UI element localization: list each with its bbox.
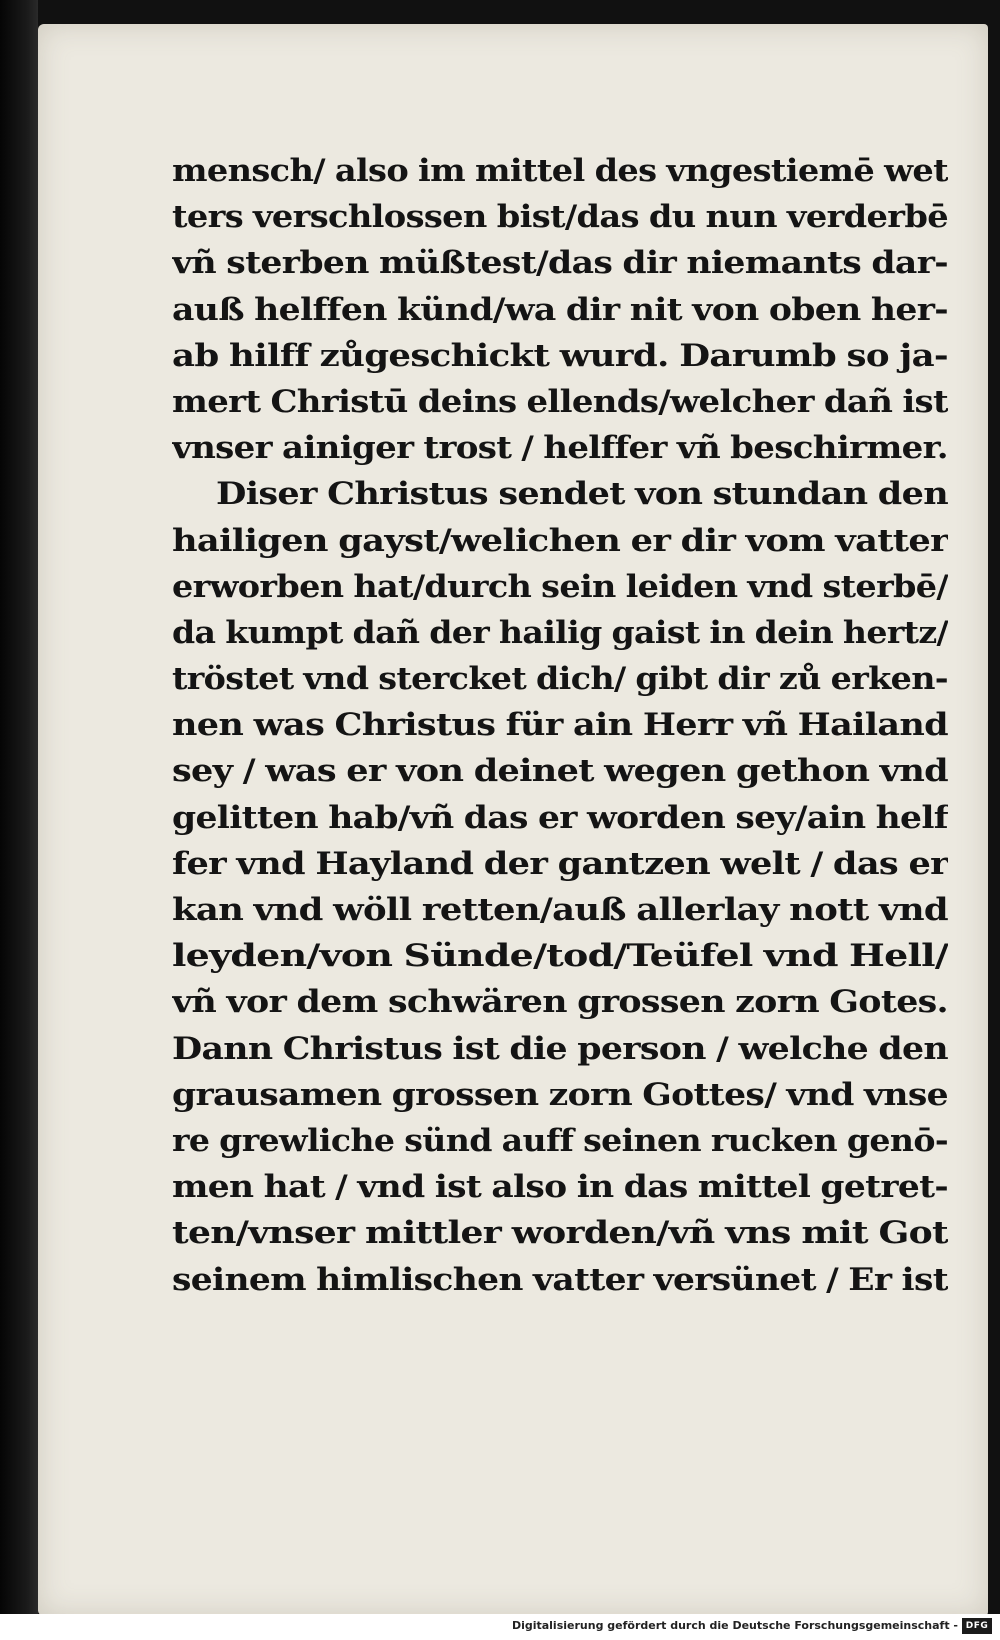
text-line: gelitten hab/vñ das er worden sey/ain helf — [172, 799, 948, 836]
text-line: vñ sterben müßtest/das dir niemants dar- — [172, 245, 948, 282]
text-line: re grewliche sünd auff seinen rucken genō- — [172, 1122, 948, 1159]
dfg-logo: DFG — [962, 1618, 992, 1634]
text-line: seinem himlischen vatter versünet / Er ist — [172, 1261, 948, 1298]
text-line: vñ vor dem schwären grossen zorn Gotes. — [172, 984, 948, 1021]
funding-credit-text: Digitalisierung gefördert durch die Deutsche Forschungsgemeinschaft - — [511, 1619, 958, 1632]
text-line: erworben hat/durch sein leiden vnd sterbē/ — [172, 568, 948, 605]
text-line: men hat / vnd ist also in das mittel getret- — [172, 1169, 948, 1206]
text-line: tröstet vnd stercket dich/ gibt dir zů erken- — [172, 661, 948, 698]
text-line: mensch/ also im mittel des vngestiemē wet — [172, 153, 948, 189]
footer-bar — [0, 1614, 1000, 1640]
text-line: ab hilff zůgeschickt wurd. Darumb so ja- — [172, 337, 948, 374]
text-line: da kumpt dañ der hailig gaist in dein hertz/ — [172, 614, 948, 651]
text-line: ten/vnser mittler worden/vñ vns mit Got — [172, 1215, 948, 1252]
text-line: Dann Christus ist die person / welche den — [172, 1030, 948, 1067]
text-line: hailigen gayst/welichen er dir vom vatter — [172, 522, 948, 559]
text-line: grausamen grossen zorn Gottes/ vnd vnse — [172, 1076, 948, 1113]
text-line: mert Christū deins ellends/welcher dañ ist — [172, 383, 948, 420]
text-line: fer vnd Hayland der gantzen welt / das er — [172, 845, 948, 882]
text-line: Diser Christus sendet von stundan den — [216, 476, 948, 513]
text-line: auß helffen künd/wa dir nit von oben her- — [172, 291, 948, 328]
text-line: nen was Christus für ain Herr vñ Hailand — [172, 707, 948, 744]
book-spine-edge — [0, 0, 38, 1640]
text-line: leyden/von Sünde/tod/Teüfel vnd Hell/ — [172, 938, 948, 975]
page-text-block — [172, 148, 948, 1303]
text-line: ters verschlossen bist/das du nun verderbē — [172, 199, 948, 236]
text-line: kan vnd wöll retten/auß allerlay nott vnd — [172, 892, 948, 928]
text-line: sey / was er von deinet wegen gethon vnd — [172, 753, 948, 790]
text-line: vnser ainiger trost / helffer vñ beschirmer. — [172, 430, 948, 467]
